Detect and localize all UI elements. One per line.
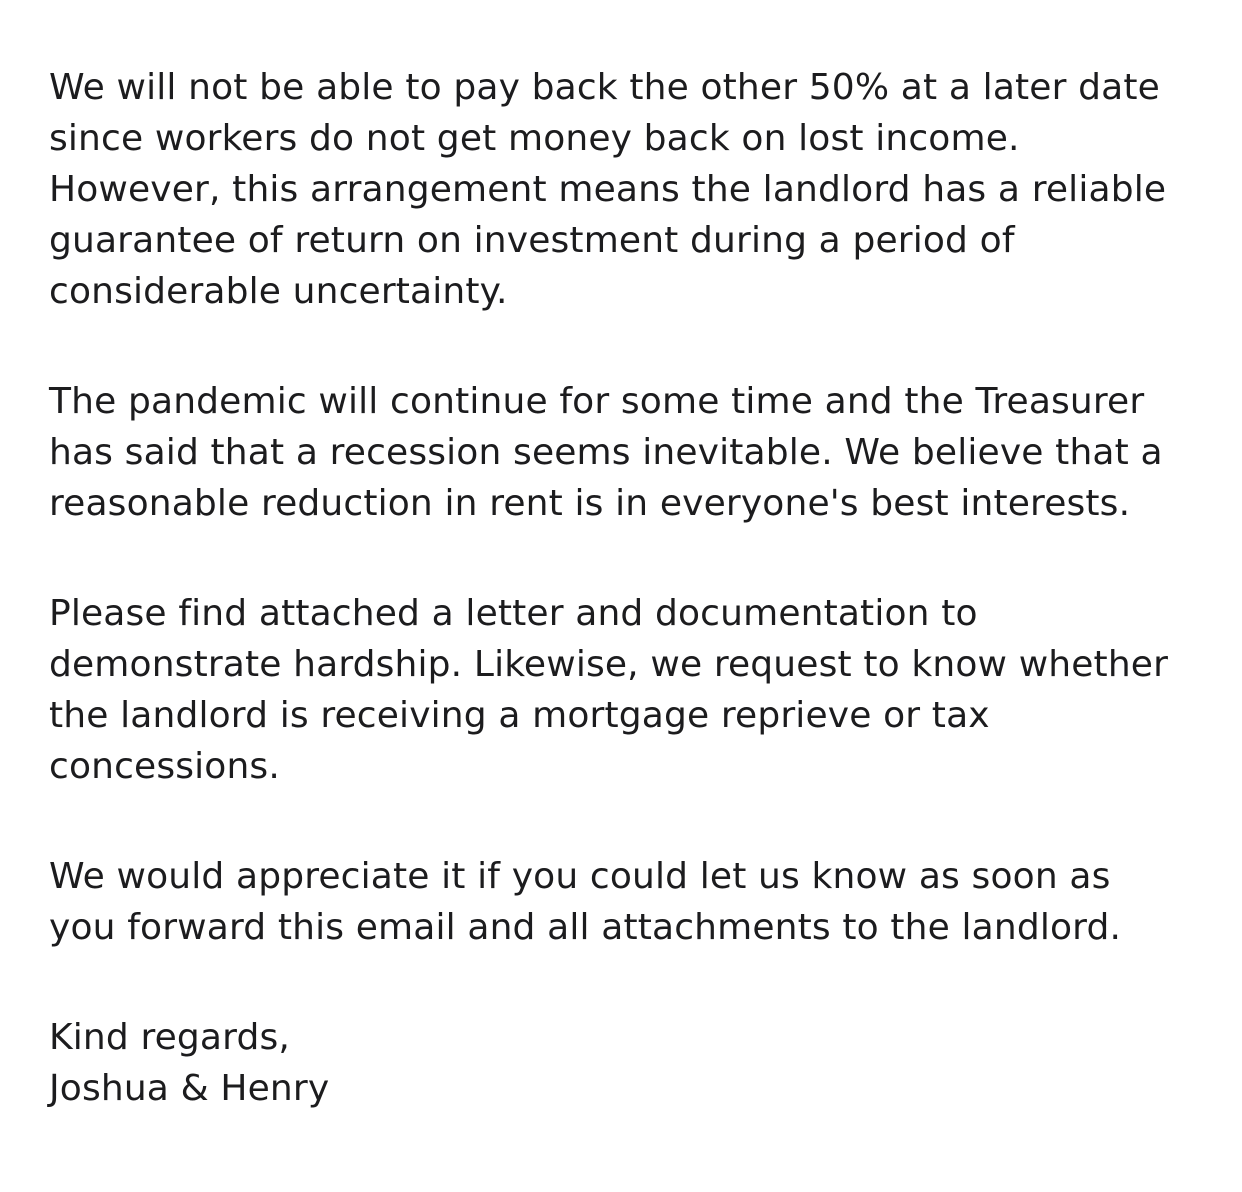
- text-line: However, this arrangement means the landlord has a reliable: [49, 169, 1167, 210]
- email-body: [49, 62, 1219, 1114]
- text-line: We would appreciate it if you could let us know as soon as: [49, 856, 1111, 897]
- text-line: concessions.: [49, 746, 280, 787]
- text-line: since workers do not get money back on lost income.: [49, 118, 1020, 159]
- text-line: the landlord is receiving a mortgage reprieve or tax: [49, 695, 990, 736]
- signature-names: Joshua & Henry: [49, 1068, 330, 1109]
- text-line: you forward this email and all attachments to the landlord.: [49, 907, 1122, 948]
- text-line: We will not be able to pay back the other 50% at a later date: [49, 67, 1160, 108]
- email-paragraph-2: [49, 376, 1219, 529]
- email-paragraph-4: [49, 851, 1219, 953]
- email-paragraph-3: [49, 588, 1219, 792]
- closing-text: Kind regards,: [49, 1017, 290, 1058]
- text-line: has said that a recession seems inevitable. We believe that a: [49, 432, 1163, 473]
- text-line: The pandemic will continue for some time and the Treasurer: [49, 381, 1145, 422]
- email-signoff: [49, 1012, 1219, 1114]
- text-line: considerable uncertainty.: [49, 271, 508, 312]
- text-line: guarantee of return on investment during a period of: [49, 220, 1015, 261]
- email-paragraph-1: [49, 62, 1219, 317]
- text-line: Please find attached a letter and documentation to: [49, 593, 978, 634]
- text-line: reasonable reduction in rent is in everyone's best interests.: [49, 483, 1131, 524]
- text-line: demonstrate hardship. Likewise, we request to know whether: [49, 644, 1169, 685]
